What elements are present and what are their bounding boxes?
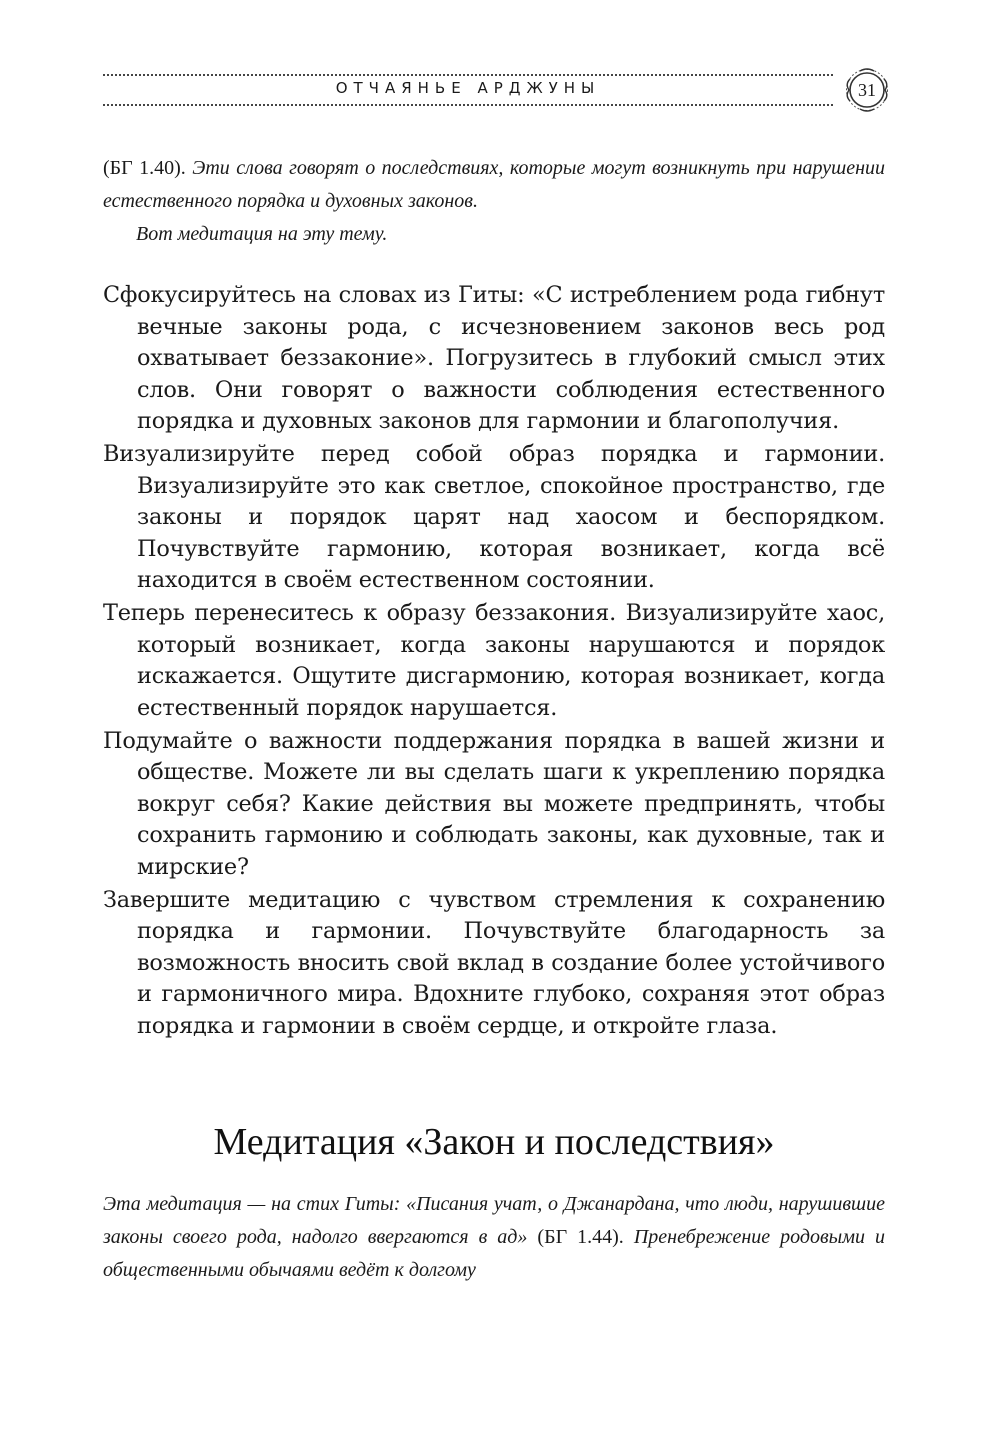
meditation-steps	[103, 280, 885, 1044]
intro-text: Эти слова говорят о последствиях, которые могут возникнуть при нарушении естественного порядка и духовных законов.	[103, 157, 886, 212]
header-rule-top	[103, 74, 833, 76]
meditation-step: Визуализируйте перед собой образ порядка и гармонии. Визуализируйте это как светлое, спокойное пространство, где законы и порядок царят над хаосом и беспорядком. Почувствуйте гармонию, которая возникает, когда всё находится в своём естественном состоянии.	[103, 441, 885, 593]
outro-paragraph	[103, 1188, 885, 1287]
outro-text-2: Пренебрежение родовыми и общественными обычаями ведёт к долгому	[103, 1226, 886, 1281]
running-header	[103, 62, 903, 122]
meditation-step: Подумайте о важности поддержания порядка в вашей жизни и обществе. Можете ли вы сделать шаги к укреплению порядка вокруг себя? Какие действия вы можете предпринять, чтобы сохранить гармонию и соблюдать законы, как духовные, так и мирские?	[103, 727, 885, 880]
meditation-step: Теперь перенеситесь к образу беззакония. Визуализируйте хаос, который возникает, когда законы нарушаются и порядок искажается. Ощутите дисгармонию, которая возникает, когда естественный порядок нарушается.	[103, 600, 885, 721]
page-number-ornament	[843, 66, 891, 114]
intro-paragraph	[103, 152, 885, 218]
outro-text: Эта медитация — на стих Гиты: «Писания учат, о Джанардана, что люди, нарушившие законы своего рода, надолго ввергаются в ад»	[103, 1193, 885, 1248]
header-rule-bottom	[103, 104, 833, 106]
section-heading: Медитация «Закон и последствия»	[213, 1121, 775, 1163]
meditation-step: Сфокусируйтесь на словах из Гиты: «С истреблением рода гибнут вечные законы рода, с исчезновением законов весь род охватывает беззаконие». Погрузитесь в глубокий смысл этих слов. Они говорят о важности соблюдения естественного порядка и духовных законов для гармонии и благополучия.	[103, 282, 885, 434]
meditation-step: Завершите медитацию с чувством стремления к сохранению порядка и гармонии. Почувствуйте благодарность за возможность вносить свой вклад в создание более устойчивого и гармоничного мира. Вдохните глубоко, сохраняя этот образ порядка и гармонии в своём сердце, и откройте глаза.	[103, 886, 885, 1039]
outro-citation: (БГ 1.44).	[537, 1226, 624, 1248]
running-title: ОТЧАЯНЬЕ АРДЖУНЫ	[335, 79, 601, 97]
intro-citation: (БГ 1.40).	[103, 157, 186, 179]
intro-line-2: Вот медитация на эту тему.	[136, 223, 388, 245]
page-number: 31	[858, 80, 876, 100]
